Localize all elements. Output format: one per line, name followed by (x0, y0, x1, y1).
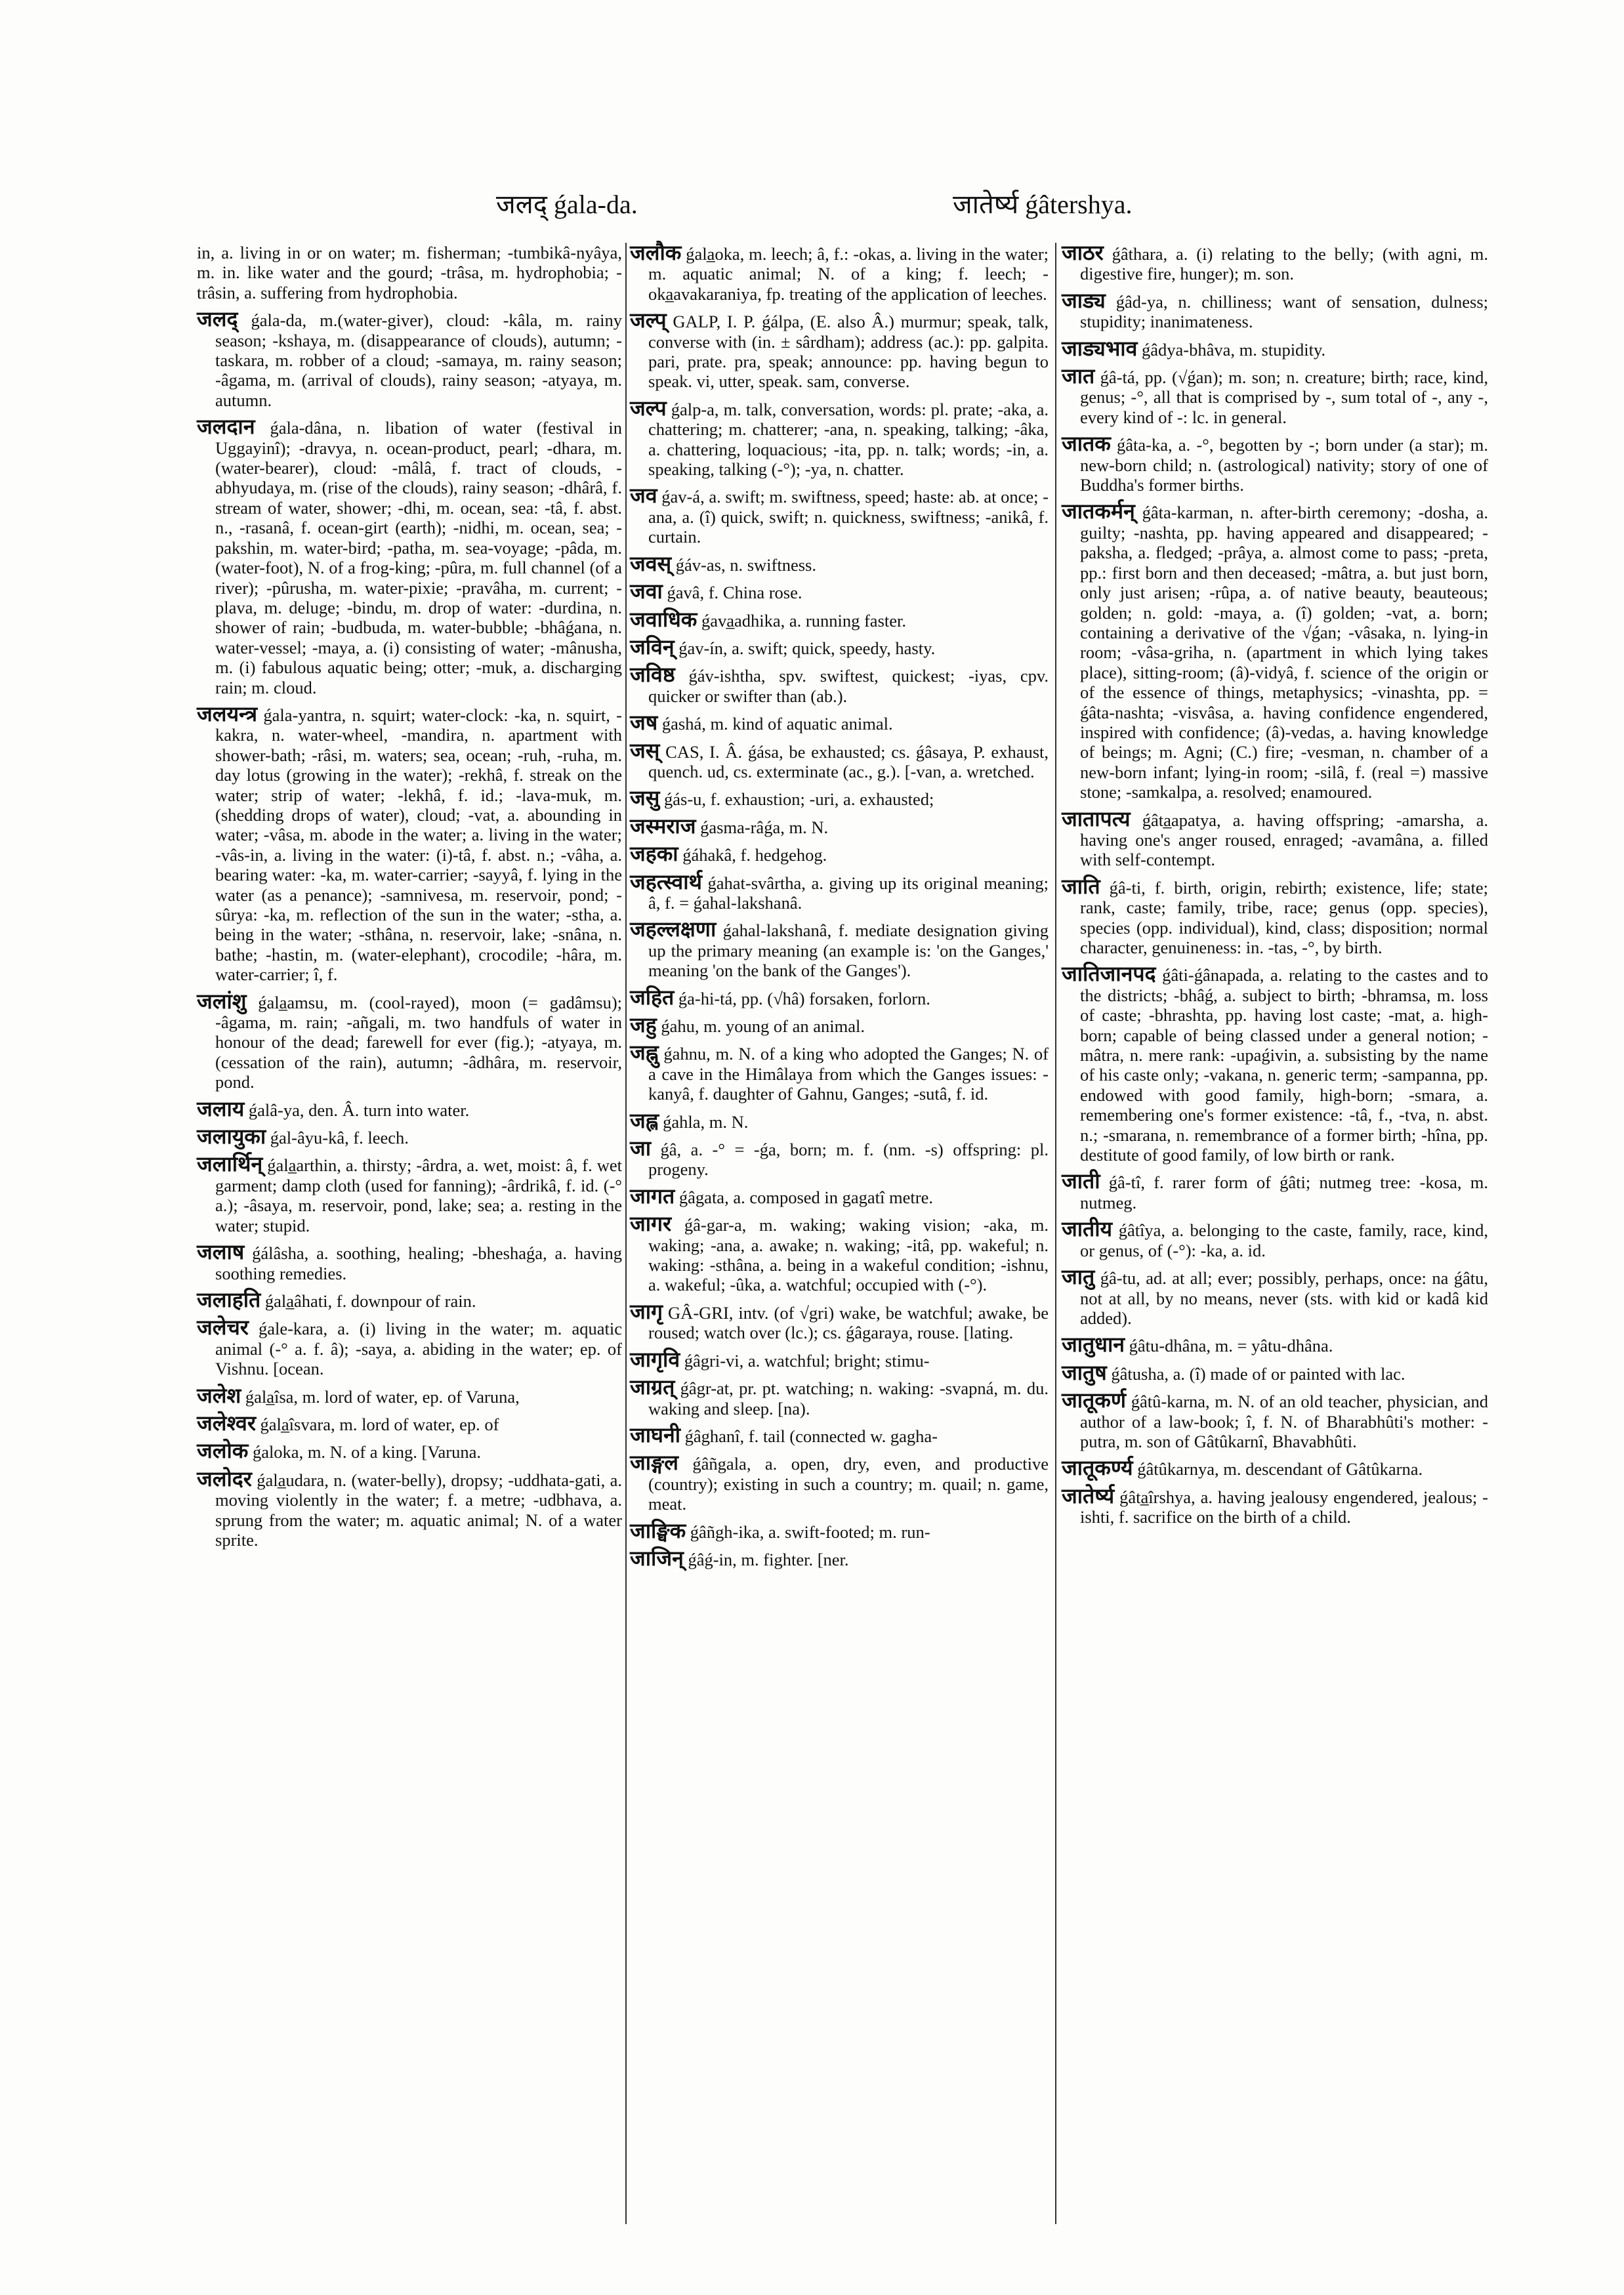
dictionary-entry (630, 398, 1049, 480)
dictionary-entry (630, 1518, 1049, 1542)
entry-headword: जसु (630, 786, 660, 810)
entry-text: ǵal-âyu-kâ, f. leech. (270, 1128, 409, 1148)
dictionary-entry (197, 417, 622, 697)
column-3 (1062, 243, 1488, 2250)
dictionary-entry (1062, 874, 1489, 958)
entry-headword: जागृवि (630, 1347, 680, 1371)
dictionary-entry (1062, 434, 1488, 495)
entry-headword: जलाष (197, 1240, 245, 1264)
entry-headword: जवाधिक (630, 607, 697, 631)
column-rule-1 (625, 243, 627, 2224)
entry-text: ǵâtusha, a. (î) made of or painted with lac. (1111, 1363, 1405, 1384)
entry-headword: जलोदर (197, 1466, 252, 1491)
dictionary-entry (630, 788, 1049, 809)
dictionary-entry (197, 1317, 622, 1378)
entry-headword: जस्मराज (630, 814, 696, 838)
dictionary-entry (630, 869, 1049, 913)
dictionary-entry (630, 1299, 1049, 1343)
entry-text: ǵala̲îsa, m. lord of water, ep. of Varuna, (245, 1386, 520, 1407)
entry-text: ǵâdya-bhâva, m. stupidity. (1142, 339, 1326, 360)
dictionary-entry (1062, 336, 1488, 360)
entry-headword: जाड्यभाव (1062, 336, 1138, 360)
dictionary-entry (197, 309, 622, 410)
dictionary-entry (630, 1214, 1049, 1295)
entry-text: ǵâ, a. -° = -ǵa, born; m. f. (nm. -s) offspring: pl. progeny. (648, 1140, 1049, 1180)
entry-headword: जवा (630, 579, 663, 604)
dictionary-entry (630, 634, 1049, 659)
entry-headword: जलद् (197, 307, 238, 331)
dictionary-entry (1062, 1390, 1488, 1451)
entry-headword: जातुष (1062, 1360, 1107, 1384)
entry-text: GALP, I. P. ǵálpa, (E. also Â.) murmur; speak, talk, converse with (in. ± sârdham); address (ac.): pp. galpita. pari, prate. pra, speak; announce: pp. having begun to speak. vi, utter, speak. sam, converse. (648, 312, 1049, 392)
entry-headword: जाति (1062, 874, 1100, 898)
entry-text: GÂ-GRI, intv. (of √gri) wake, be watchful; awake, be roused; watch over (lc.); cs. ǵâgaraya, rouse. [lating. (648, 1302, 1049, 1343)
dictionary-entry (1062, 243, 1488, 284)
dictionary-entry (630, 1043, 1049, 1104)
dictionary-entry (197, 1383, 622, 1407)
dictionary-entry (1062, 501, 1488, 802)
entry-text: ǵahat-svârtha, a. giving up its original meaning; â, f. = ǵahal-lakshanâ. (648, 873, 1049, 913)
dictionary-entry (1062, 288, 1489, 332)
dictionary-entry (630, 987, 1049, 1008)
column-2 (630, 243, 1049, 2250)
entry-text: ǵâta̲îrshya, a. having jealousy engendered, jealous; -ishti, f. sacrifice on the birth of a child. (1080, 1487, 1488, 1527)
entry-text: ǵâgr-at, pr. pt. watching; n. waking: -svapná, m. du. waking and sleep. [na). (648, 1378, 1049, 1418)
entry-text: ǵala-dâna, n. libation of water (festival in Uggayinî); -dravya, n. ocean-product, pearl; -dhara, m.(water-bearer), cloud: -mâlâ, f. tract of clouds, -abhyudaya, m. (rise of the clouds), rainy season; -dhârâ, f. stream of water, shower; -dhi, m. ocean, sea: -tâ, f. abst. n., -rasanâ, f. ocean-girt (earth); -nidhi, m. ocean, sea; -pakshin, m. water-bird; -patha, m. sea-voyage; -pâda, m. (water-foot), N. of a frog-king; -pûra, m. full channel (of a river); -pûrusha, m. water-pixie; -pravâha, m. current; -plava, m. deluge; -bindu, m. drop of water: -durdina, n. shower of rain; -budbuda, m. water-bubble; -bhâǵana, n. water-vessel; -maya, a. (i) consisting of water; -mânusha, m. (i) fabulous aquatic being; otter; -muk, a. discharging rain; m. cloud. (215, 418, 623, 697)
entry-headword: जलांशु (197, 989, 247, 1013)
entry-headword: जाघनी (630, 1422, 680, 1447)
entry-headword: जाड्य (1062, 288, 1106, 312)
dictionary-entry (630, 243, 1049, 304)
entry-text: in, a. living in or on water; m. fisherman; -tumbikâ-nyâya, m. in. like water and the gourd; -trâsa, m. hydrophobia; -trâsin, a. suffering from hydrophobia. (197, 243, 622, 302)
entry-headword: जाती (1062, 1169, 1100, 1193)
dictionary-entry (630, 665, 1049, 706)
dictionary-entry (630, 1108, 1049, 1132)
entry-text: ǵâtîya, a. belonging to the caste, family, race, kind, or genus, of (-°): -ka, a. id. (1080, 1220, 1489, 1260)
entry-text: ǵahla, m. N. (663, 1111, 749, 1132)
entry-headword: जलदान (197, 415, 255, 439)
entry-text: ǵava̲adhika, a. running faster. (701, 610, 906, 631)
dictionary-entry (197, 1466, 622, 1550)
entry-headword: जाठर (1062, 241, 1104, 264)
entry-text: ǵâtûkarnya, m. descendant of Gâtûkarna. (1137, 1459, 1423, 1479)
entry-text: ǵalâ-ya, den. Â. turn into water. (248, 1100, 470, 1120)
dictionary-entry (1062, 964, 1488, 1165)
entry-text: ǵala-yantra, n. squirt; water-clock: -ka, n. squirt, -kakra, n. water-wheel, -mandira, n. apartment with shower-bath; -râsi, m. waters; sea, ocean; -ruh, -ruha, m. day lotus (growing in the water); -rekhâ, f. streak on the water; strip of water; -lekhâ, f. id.; -lava-muk, m. (shedding drops of water), cloud; -vat, a. abounding in water; -vâsa, m. abode in the water; a. living in the water; -vâs-in, a. living in the water: (i)-tâ, f. abst. n.; -vâha, a. bearing water: -ka, m. water-carrier; -sayyâ, f. lying in the water (as a penance); -samnivesa, m. reservoir, pond; -sûrya: -ka, m. reflection of the sun in the water; -stha, a. being in the water; -sthâna, n. reservoir, lake; -snâna, n. bathe; -hastin, m. (water-elephant), crocodile; -hâra, m. water-carrier; î, f. (215, 705, 622, 985)
entry-headword: जष (630, 711, 658, 735)
entry-headword: जागर (630, 1212, 672, 1236)
entry-text: ǵâd-ya, n. chilliness; want of sensation, dulness; stupidity; inanimateness. (1080, 291, 1489, 332)
entry-text: ǵala̲îsvara, m. lord of water, ep. of (260, 1414, 499, 1434)
entry-text: ǵâ-gar-a, m. waking; waking vision; -aka, m. waking; -ana, a. awake; n. waking; -itâ, pp. wakeful; n. waking: -sthâna, a. being in a wakeful condition; -ishnu, a. wakeful; -ûka, a. watchful; occupied with (-°). (648, 1215, 1049, 1295)
dictionary-entry (1062, 1360, 1488, 1384)
entry-headword: जातकर्मन् (1062, 499, 1135, 524)
dictionary-entry (630, 738, 1049, 782)
entry-text: ǵâ-tî, f. rarer form of ǵâti; nutmeg tree: -kosa, m. nutmeg. (1080, 1172, 1488, 1212)
entry-text: ǵâñgala, a. open, dry, even, and productive (country); existing in such a country; m. quail; n. game, meat. (648, 1454, 1049, 1514)
dictionary-entry (630, 1377, 1049, 1418)
entry-headword: जलोक (197, 1439, 249, 1463)
dictionary-entry (630, 816, 1049, 837)
entry-headword: जातुधान (1062, 1333, 1125, 1357)
entry-text: ǵashá, m. kind of aquatic animal. (661, 714, 893, 734)
entry-text: ǵala̲amsu, m. (cool-rayed), moon (= gadâmsu); -âgama, m. rain; -añgali, m. two handfuls of water in honour of the dead; farewell for ever (fig.); -atyaya, m. (cessation of the rain), autumn; -âdhâra, m. reservoir, pond. (215, 992, 623, 1092)
entry-headword: जागत (630, 1184, 675, 1208)
entry-headword: जहत्स्वार्थ (630, 869, 702, 894)
dictionary-entry (1062, 1171, 1488, 1212)
entry-text: ǵala̲oka, m. leech; â, f.: -okas, a. living in the water; m. aquatic animal; N. of a king; f. leech; -oka̲avakaraniya, fp. treating of the application of leeches. (648, 244, 1049, 304)
entry-headword: जलयन्त्र (197, 701, 258, 726)
dictionary-entry (197, 1127, 622, 1148)
dictionary-entry (197, 1242, 622, 1283)
entry-text: ǵâghanî, f. tail (connected w. gagha- (684, 1426, 938, 1446)
dictionary-entry (630, 844, 1049, 865)
entry-text: ǵâǵ-in, m. fighter. [ner. (688, 1549, 849, 1569)
dictionary-entry (197, 1096, 622, 1121)
entry-text: ǵálâsha, a. soothing, healing; -bheshaǵa, a. having soothing remedies. (215, 1243, 622, 1283)
entry-text: ǵala-da, m.(water-giver), cloud: -kâla, m. rainy season; -kshaya, m. (disappearance of clouds), autumn; -taskara, m. robber of a cloud; -samaya, m. rainy season; -âgama, m. (arrival of clouds), rainy season; -atyaya, m. autumn. (215, 310, 622, 410)
dictionary-entry (630, 1186, 1049, 1207)
running-head-right: जातेर्ष्य ǵâtershya. (953, 190, 1133, 219)
entry-text: ǵahu, m. young of an animal. (661, 1016, 865, 1036)
entry-headword: जहका (630, 842, 678, 866)
column-rule-2 (1055, 243, 1056, 2224)
entry-text: ǵâta-ka, a. -°, begotten by -; born under (a star); m. new-born child; n. (astrological) nativity; story of one of Buddha's former births. (1080, 435, 1489, 495)
entry-headword: जहित (630, 985, 675, 1009)
entry-text: ǵáv-as, n. swiftness. (675, 554, 816, 575)
dictionary-entry (197, 1154, 622, 1235)
entry-text: ǵâta̲apatya, a. having offspring; -amarsha, a. having one's anger roused, enraged; -avamâna, a. filled with self-contempt. (1080, 810, 1488, 870)
entry-headword: जल्प् (630, 308, 667, 333)
entry-headword: जहल्लक्षणा (630, 917, 717, 941)
entry-text: CAS, I. Â. ǵása, be exhausted; cs. ǵâsaya, P. exhaust, quench. ud, cs. exterminate (ac., g.). [-van, a. wretched. (648, 741, 1049, 781)
entry-text: ǵâñgh-ika, a. swift-footed; m. run- (690, 1521, 930, 1542)
entry-text: ǵâgata, a. composed in gagatî metre. (678, 1187, 933, 1207)
entry-headword: जातीय (1062, 1217, 1113, 1241)
entry-text: ǵasma-râǵa, m. N. (700, 817, 829, 837)
dictionary-entry (1062, 1219, 1488, 1260)
entry-headword: जाङ्गल (630, 1451, 678, 1475)
dictionary-entry (630, 1422, 1049, 1447)
entry-headword: जातूकर्ण्य (1062, 1456, 1133, 1480)
entry-headword: जातिजानपद (1062, 962, 1156, 986)
dictionary-entry (630, 1347, 1049, 1371)
entry-headword: जलाहति (197, 1287, 261, 1312)
entry-headword: जव (630, 484, 657, 508)
entry-headword: जात (1062, 364, 1095, 388)
entry-headword: जलायुका (197, 1125, 266, 1149)
dictionary-entry (630, 607, 1049, 631)
entry-headword: जह्ल (630, 1108, 659, 1132)
entry-headword: जह्नु (630, 1041, 659, 1065)
dictionary-entry (197, 991, 622, 1092)
entry-text: ǵahnu, m. N. of a king who adopted the Ganges; N. of a cave in the Himâlaya from which the Ganges issues: -kanyâ, f. daughter of Gahnu, Ganges; -sutâ, f. id. (648, 1044, 1049, 1104)
dictionary-entry (1062, 366, 1488, 427)
entry-text: ǵav-ín, a. swift; quick, speedy, hasty. (678, 638, 936, 658)
dictionary-entry (1062, 806, 1488, 870)
dictionary-entry (1062, 1267, 1488, 1328)
entry-headword: जविष्ठ (630, 663, 675, 687)
entry-headword: जलेश्वर (197, 1411, 256, 1435)
dictionary-entry (1062, 1334, 1488, 1355)
entry-text: ǵalp-a, m. talk, conversation, words: pl. prate; -aka, a. chattering; m. chatterer; -ana, n. speaking, talking; -âka, a. chattering, loquacious; -ita, pp. n. talk; words; -in, a. speaking, talking (-°); -ya, n. chatter. (648, 399, 1049, 480)
entry-text: ǵâtû-karna, m. N. of an old teacher, physician, and author of a law-book; î, f. N. of Bharabhûti's mother: -putra, m. son of Gâtûkarnî, Bhavabhûti. (1080, 1392, 1489, 1451)
entry-headword: जलौक (630, 241, 682, 264)
entry-headword: जस् (630, 738, 660, 762)
entry-headword: जलाय (197, 1096, 245, 1121)
dictionary-entry (197, 1413, 622, 1434)
entry-text: ǵâti-ǵânapada, a. relating to the castes and to the districts; -bhâǵ, a. subject to birth; -bhramsa, m. loss of caste; -bhrashta, pp. having lost caste; -mat, a. high-born; capable of being classed under a general notion; -mâtra, n. mere rank: -upaǵivin, a. subsisting by the name of his caste only; -vakana, n. generic term; -sampanna, pp. endowed with good family, high-born; -smara, a. remembering one's former existence: -tâ, f., -tva, n. abst. n.; -smarana, n. remembrance of a former birth; -hîna, pp. destitute of good family, of low birth or rank. (1080, 965, 1489, 1165)
entry-headword: जातु (1062, 1265, 1095, 1289)
entry-text: ǵa-hi-tá, pp. (√hâ) forsaken, forlorn. (678, 988, 930, 1008)
entry-text: ǵâgri-vi, a. watchful; bright; stimu- (684, 1350, 930, 1371)
dictionary-entry (630, 581, 1049, 602)
entry-text: ǵala̲âhati, f. downpour of rain. (264, 1291, 476, 1311)
entry-headword: जातूकर्ण (1062, 1388, 1126, 1413)
dictionary-entry (197, 1287, 622, 1312)
entry-text: ǵala̲udara, n. (water-belly), dropsy; -uddhata-gati, a. moving violently in the water; f. a metre; -udbhava, a. sprung from the water; m. aquatic animal; N. of a water sprite. (215, 1470, 622, 1550)
entry-text: ǵav-á, a. swift; m. swiftness, speed; haste: ab. at once; -ana, a. (î) quick, swift; n. quickness, swiftness; -anikâ, f. curtain. (648, 487, 1049, 547)
column-1 (197, 243, 622, 2250)
entry-headword: जविन् (630, 634, 675, 659)
entry-text: ǵala̲arthin, a. thirsty; -ârdra, a. wet, moist: â, f. wet garment; damp cloth (used for fanning); -ârdrikâ, f. id. (-° a.); -âsaya, m. reservoir, pond, lake; sea; a. resting in the water; stupid. (215, 1155, 623, 1235)
dictionary-entry (197, 701, 622, 985)
entry-headword: जागृ (630, 1299, 663, 1323)
running-head (0, 185, 1624, 231)
entry-headword: जातापत्य (1062, 806, 1131, 831)
entry-headword: जल्प (630, 396, 667, 420)
entry-text: ǵâ-ti, f. birth, origin, rebirth; existence, life; state; rank, caste; family, tribe, race; genus (opp. species), species (opp. individual), kind, class; disposition; normal character, genuineness: in. -tas, -°, by birth. (1080, 877, 1489, 957)
entry-text: ǵás-u, f. exhaustion; -uri, a. exhausted; (664, 789, 934, 810)
running-head-left: जलद् ǵala-da. (496, 190, 638, 219)
entry-text: ǵâ-tá, pp. (√ǵan); m. son; n. creature; birth; race, kind, genus; -°, all that is comprised by -, sum total of -, any -, every kind of -: lc. in general. (1080, 367, 1489, 427)
entry-headword: जातेर्ष्य (1062, 1483, 1115, 1508)
dictionary-entry (630, 1548, 1049, 1569)
dictionary-entry (630, 919, 1049, 980)
entry-headword: जहु (630, 1013, 657, 1037)
dictionary-entry (630, 1015, 1049, 1036)
dictionary-entry (197, 1441, 622, 1462)
entry-text: ǵavâ, f. China rose. (667, 583, 802, 603)
dictionary-entry (630, 1453, 1049, 1514)
entry-text: ǵâthara, a. (i) relating to the belly; (with agni, m. digestive fire, hunger); m. son. (1080, 244, 1488, 284)
entry-text: ǵahal-lakshanâ, f. mediate designation giving up the primary meaning (an example is: 'on the Ganges,' meaning 'on the bank of the Ganges'). (648, 920, 1049, 981)
dictionary-entry (630, 486, 1049, 547)
dictionary-entry (197, 243, 622, 302)
dictionary-entry (1062, 1483, 1488, 1527)
entry-text: ǵáv-ishtha, spv. swiftest, quickest; -iyas, cpv. quicker or swifter than (ab.). (648, 666, 1049, 706)
entry-headword: जाङ्घिक (630, 1518, 686, 1542)
entry-headword: जलेचर (197, 1315, 249, 1340)
entry-headword: जलेश (197, 1383, 241, 1407)
entry-headword: जाजिन् (630, 1546, 684, 1570)
dictionary-entry (1062, 1458, 1488, 1479)
entry-text: ǵaloka, m. N. of a king. [Varuna. (252, 1442, 482, 1462)
entry-headword: जाग्रत् (630, 1375, 675, 1399)
entry-text: ǵâtu-dhâna, m. = yâtu-dhâna. (1129, 1336, 1333, 1356)
entry-headword: जातक (1062, 432, 1111, 456)
entry-text: ǵale-kara, a. (i) living in the water; m. aquatic animal (-° a. f. â); -saya, a. abiding in the water; ep. of Vishnu. [ocean. (215, 1319, 623, 1379)
dictionary-entry (630, 713, 1049, 734)
dictionary-entry (630, 310, 1049, 392)
entry-text: ǵâ-tu, ad. at all; ever; possibly, perhaps, once: na ǵâtu, not at all, by no means, never (sts. with kid or kadâ kid added). (1080, 1268, 1489, 1328)
dictionary-entry (630, 551, 1049, 575)
entry-headword: जलार्थिन् (197, 1152, 263, 1176)
entry-headword: जवस् (630, 551, 672, 575)
entry-headword: जा (630, 1136, 652, 1161)
dictionary-entry (630, 1138, 1049, 1180)
entry-text: ǵáhakâ, f. hedgehog. (682, 845, 827, 865)
entry-text: ǵâta-karman, n. after-birth ceremony; -dosha, a. guilty; -nashta, pp. having appeared and disappeared; -paksha, a. fledged; -prâya, a. almost come to pass; -preta, pp.: first born and then deceased; -mâtra, a. but just born, only just arisen; -rûpa, a. of native beauty, beauteous; golden; n. gold: -maya, a. (î) golden; -vat, a. born; containing a derivative of the √ǵan; -vâsaka, n. lying-in room; -vâsa-griha, n. (apartment in which lying takes place), sitting-room; (â)-vidyâ, f. science of the origin or of the essence of things, metaphysics; -vinashta, pp. = ǵâta-nashta; -visvâsa, a. having confidence engendered, inspired with confidence; (â)-vedas, a. having knowledge of beings; m. Agni; (C.) fire; -vesman, n. chamber of a new-born infant; lying-in room; -silâ, f. (real =) massive stone; -samkalpa, a. resolved; enamoured. (1080, 503, 1488, 802)
